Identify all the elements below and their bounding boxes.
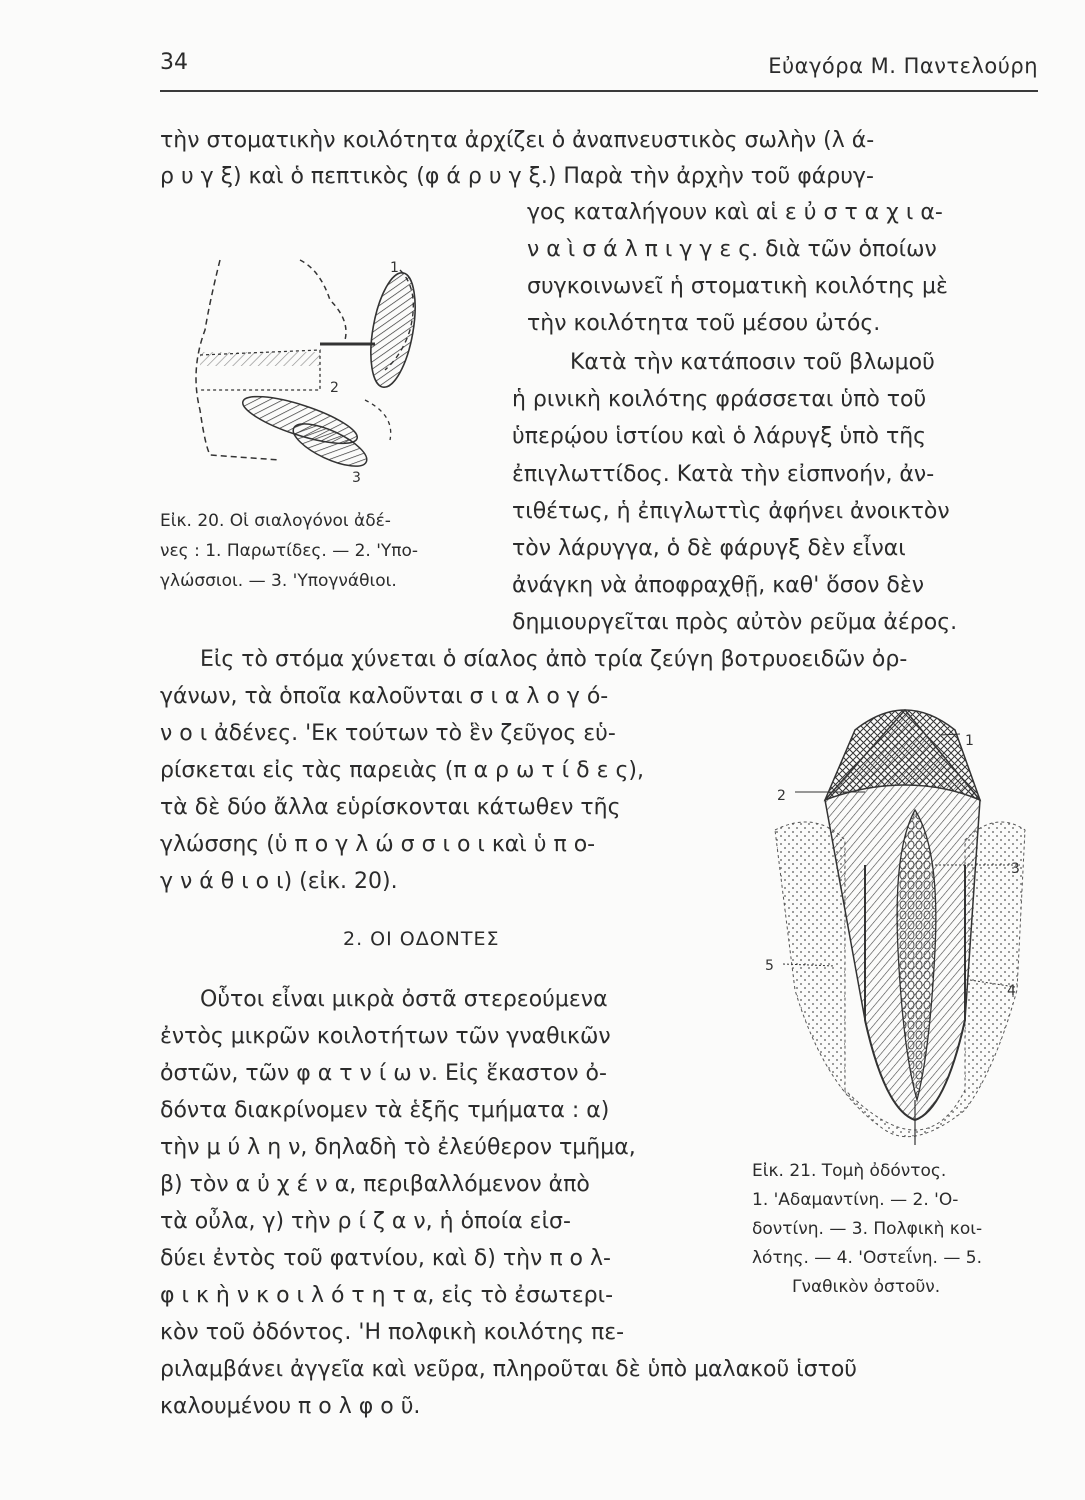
text-line: δημιουργεῖται πρὸς αὐτὸν ρεῦμα ἀέρος. xyxy=(512,610,958,635)
figure-label: 2 xyxy=(777,788,786,804)
figure-label: 1 xyxy=(390,260,399,276)
figure-20-salivary-glands xyxy=(180,240,420,500)
text-line: ἀνάγκη νὰ ἀποφραχθῇ, καθ' ὅσον δὲν xyxy=(512,573,925,598)
caption-line: 1. 'Αδαμαντίνη. — 2. 'Ο- xyxy=(752,1190,959,1210)
figure-label: 3 xyxy=(352,470,361,486)
text-line: β) τὸν α ὐ χ έ ν α, περιβαλλόμενον ἀπὸ xyxy=(160,1172,590,1197)
caption-line: δοντίνη. — 3. Πολφικὴ κοι- xyxy=(752,1219,983,1239)
header-rule xyxy=(160,90,1038,92)
text-line: τὴν μ ύ λ η ν, δηλαδὴ τὸ ἐλεύθερον τμῆμα, xyxy=(160,1135,636,1160)
text-line: ἡ ρινικὴ κοιλότης φράσσεται ὑπὸ τοῦ xyxy=(512,387,927,412)
text-line: ἐντὸς μικρῶν κοιλοτήτων τῶν γναθικῶν xyxy=(160,1024,611,1049)
text-line: ν ο ι ἀδένες. 'Εκ τούτων τὸ ἓν ζεῦγος εὑ- xyxy=(160,721,616,746)
text-line: συγκοινωνεῖ ἡ στοματικὴ κοιλότης μὲ xyxy=(527,274,948,299)
text-line: ν α ὶ σ ά λ π ι γ γ ε ς. διὰ τῶν ὁποίων xyxy=(527,237,937,262)
figure-21-tooth-section xyxy=(755,690,1045,1150)
figure-label: 5 xyxy=(765,958,774,974)
text-line: τὴν κοιλότητα τοῦ μέσου ὠτός. xyxy=(527,311,881,336)
figure-label: 1 xyxy=(965,733,974,749)
text-line: ρ υ γ ξ) καὶ ὁ πεπτικὸς (φ ά ρ υ γ ξ.) Παρὰ τὴν ἀρχὴν τοῦ φάρυγ- xyxy=(160,164,874,189)
running-header-author: Εὐαγόρα Μ. Παντελούρη xyxy=(768,54,1038,78)
text-line: τὸν λάρυγγα, ὁ δὲ φάρυγξ δὲν εἶναι xyxy=(512,536,906,561)
text-line: ὑπερῴου ἱστίου καὶ ὁ λάρυγξ ὑπὸ τῆς xyxy=(512,424,927,449)
caption-line: Εἰκ. 21. Τομὴ ὀδόντος. xyxy=(752,1161,947,1181)
caption-line: Γναθικὸν ὀστοῦν. xyxy=(792,1277,941,1297)
text-line: ρίσκεται εἰς τὰς παρειὰς (π α ρ ω τ ί δ ε ς), xyxy=(160,758,644,783)
text-line: δόντα διακρίνομεν τὰ ἑξῆς τμήματα : α) xyxy=(160,1098,610,1123)
text-line: κὸν τοῦ ὀδόντος. 'Η πολφικὴ κοιλότης πε- xyxy=(160,1320,625,1345)
text-line: τὴν στοματικὴν κοιλότητα ἀρχίζει ὁ ἀναπνευστικὸς σωλὴν (λ ά- xyxy=(160,128,875,153)
text-line: τιθέτως, ἡ ἐπιγλωττὶς ἀφήνει ἀνοικτὸν xyxy=(512,499,950,524)
figure-label: 3 xyxy=(1011,861,1020,877)
caption-line: Εἰκ. 20. Οἱ σιαλογόνοι ἀδέ- xyxy=(160,511,391,531)
text-line: Οὗτοι εἶναι μικρὰ ὀστᾶ στερεούμενα xyxy=(200,987,608,1012)
text-line: Εἰς τὸ στόμα χύνεται ὁ σίαλος ἀπὸ τρία ζεύγη βοτρυοειδῶν ὀρ- xyxy=(200,647,908,672)
figure-label: 4 xyxy=(1007,983,1016,999)
figure-label: 2 xyxy=(330,380,339,396)
text-line: γος καταλήγουν καὶ αἱ ε ὐ σ τ α χ ι α- xyxy=(527,200,943,225)
caption-line: νες : 1. Παρωτίδες. — 2. 'Υπο- xyxy=(160,541,419,561)
text-line: γάνων, τὰ ὁποῖα καλοῦνται σ ι α λ ο γ ό- xyxy=(160,684,609,709)
text-line: Κατὰ τὴν κατάποσιν τοῦ βλωμοῦ xyxy=(570,350,935,375)
text-line: γ ν ά θ ι ο ι) (εἰκ. 20). xyxy=(160,869,398,894)
text-line: γλώσσης (ὑ π ο γ λ ώ σ σ ι ο ι καὶ ὑ π ο- xyxy=(160,832,596,857)
text-line: ὀστῶν, τῶν φ α τ ν ί ω ν. Εἰς ἕκαστον ὀ- xyxy=(160,1061,607,1086)
text-line: τὰ οὖλα, γ) τὴν ρ ί ζ α ν, ἡ ὁποία εἰσ- xyxy=(160,1209,571,1234)
text-line: τὰ δὲ δύο ἄλλα εὑρίσκονται κάτωθεν τῆς xyxy=(160,795,621,820)
caption-line: γλώσσιοι. — 3. 'Υπογνάθιοι. xyxy=(160,571,397,591)
text-line: καλουμένου π ο λ φ ο ῦ. xyxy=(160,1394,421,1419)
text-line: δύει ἐντὸς τοῦ φατνίου, καὶ δ) τὴν π ο λ- xyxy=(160,1246,611,1271)
text-line: ριλαμβάνει ἀγγεῖα καὶ νεῦρα, πληροῦται δὲ ὑπὸ μαλακοῦ ἱστοῦ xyxy=(160,1357,858,1382)
text-line: φ ι κ ὴ ν κ ο ι λ ό τ η τ α, εἰς τὸ ἐσωτερι- xyxy=(160,1283,614,1308)
section-heading: 2. ΟΙ ΟΔΟΝΤΕΣ xyxy=(343,928,500,950)
page-number: 34 xyxy=(160,50,188,75)
text-line: ἐπιγλωττίδος. Κατὰ τὴν εἰσπνοήν, ἀν- xyxy=(512,462,935,487)
caption-line: λότης. — 4. 'Οστεΐνη. — 5. xyxy=(752,1248,982,1268)
